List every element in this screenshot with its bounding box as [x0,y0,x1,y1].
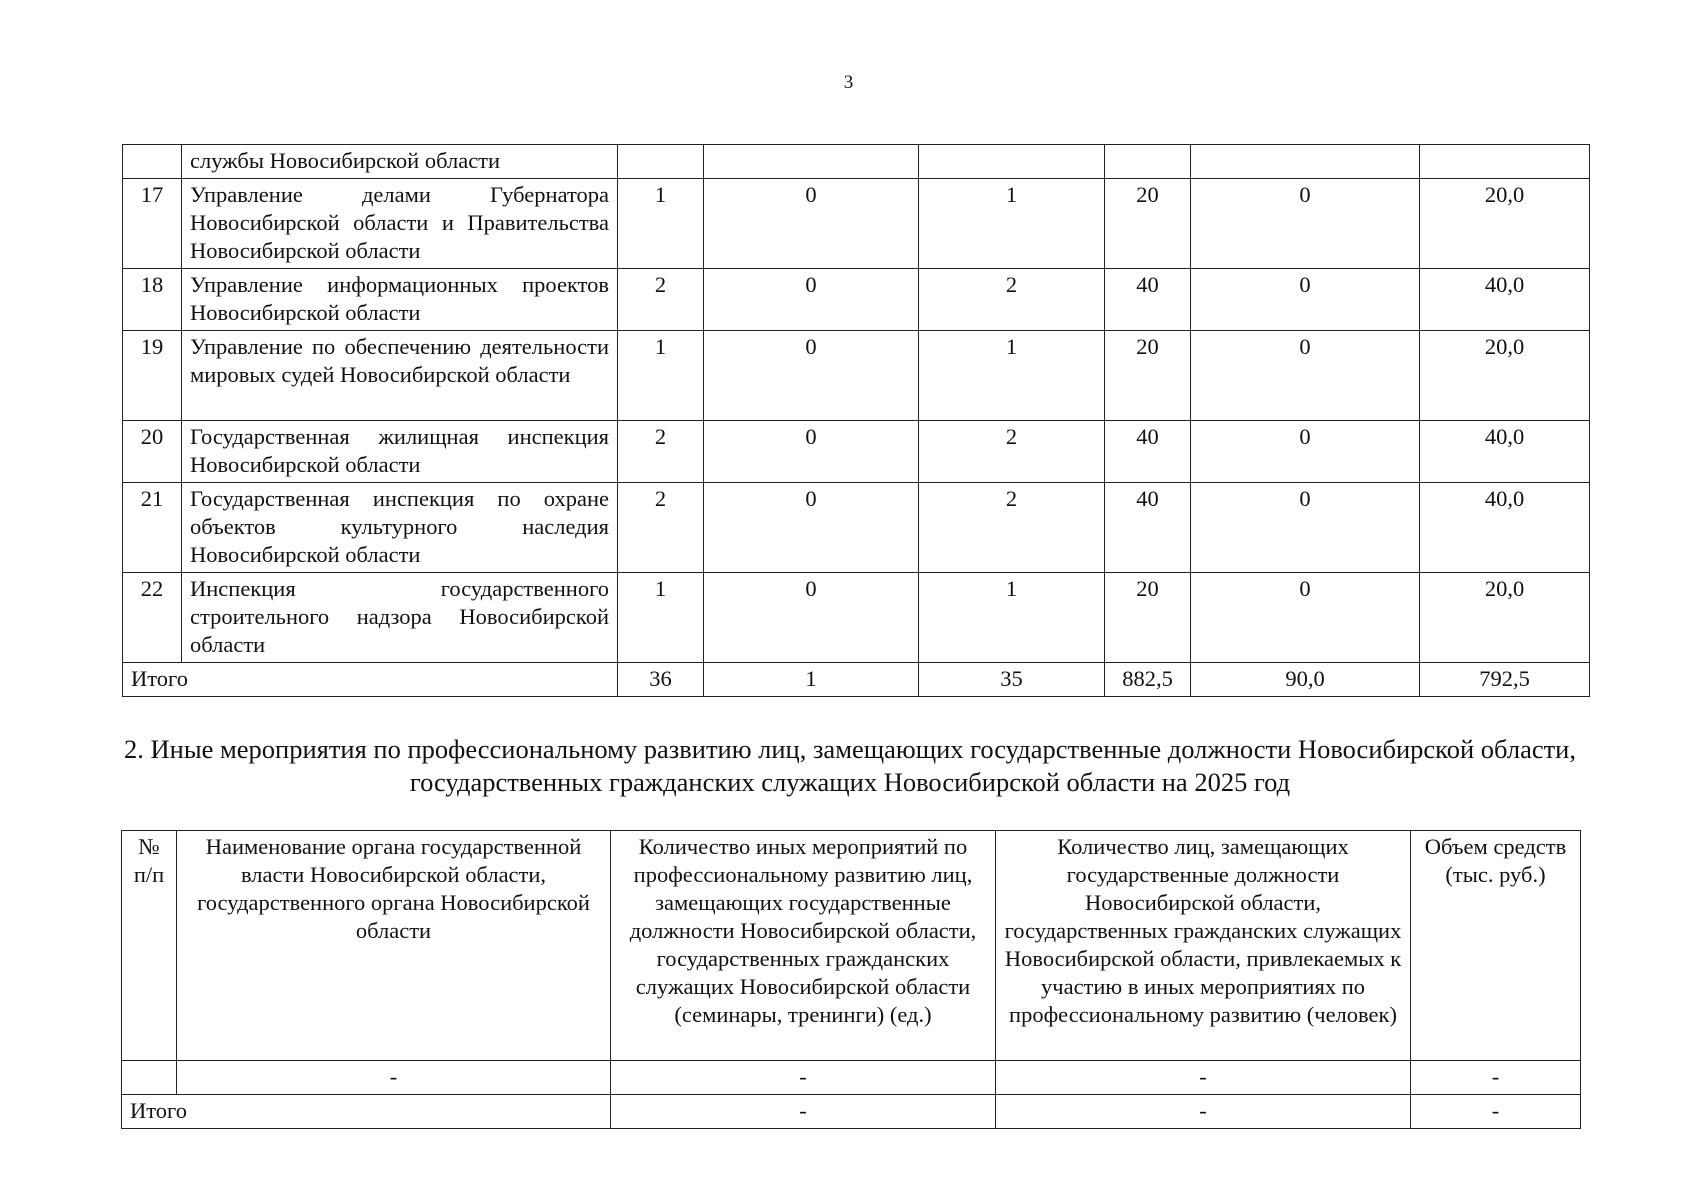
total-events: - [611,1095,996,1129]
table-row [123,179,1590,269]
row-number: 18 [123,269,182,331]
value-cell: 20,0 [1420,179,1590,269]
organization-name: Государственная инспекция по охране объектов культурного наследия Новосибирской области [182,483,618,573]
table-header-row [122,831,1581,1061]
value-cell: 40 [1105,269,1191,331]
persons-count: - [996,1061,1411,1095]
value-cell: 0 [704,421,919,483]
total-label: Итого [122,1095,611,1129]
header-funds: Объем средств (тыс. руб.) [1411,831,1581,1061]
value-cell: 0 [1191,573,1420,663]
value-cell: 0 [1191,269,1420,331]
value-cell [1191,145,1420,179]
table-row [123,331,1590,421]
value-cell: 40,0 [1420,483,1590,573]
table-row [123,145,1590,179]
value-cell: 2 [919,483,1105,573]
value-cell: 2 [919,269,1105,331]
value-cell: 1 [618,573,704,663]
table-other-events [121,830,1581,1129]
events-count: - [611,1061,996,1095]
value-cell: 0 [1191,483,1420,573]
organization-name: Управление делами Губернатора Новосибирской области и Правительства Новосибирской области [182,179,618,269]
organization-name: Управление информационных проектов Новосибирской области [182,269,618,331]
table-row [123,269,1590,331]
value-cell [1420,145,1590,179]
table-civil-service-training [122,144,1590,697]
value-cell: 1 [919,179,1105,269]
row-number: 21 [123,483,182,573]
value-cell: 20,0 [1420,573,1590,663]
row-number: 20 [123,421,182,483]
table-row [123,483,1590,573]
header-organization: Наименование органа государственной власти Новосибирской области, государственного органа Новосибирской области [177,831,611,1061]
header-events-count: Количество иных мероприятий по профессиональному развитию лиц, замещающих государственные должности Новосибирской области, государственных гражданских служащих Новосибирской области (семинары, тренинги) (ед.) [611,831,996,1061]
header-number: № п/п [122,831,177,1061]
value-cell: 2 [618,269,704,331]
total-label: Итого [123,663,618,697]
row-number [122,1061,177,1095]
page-number: 3 [843,72,854,93]
table-row [123,421,1590,483]
total-persons: - [996,1095,1411,1129]
value-cell: 20 [1105,573,1191,663]
value-cell: 1 [618,331,704,421]
section-title: 2. Иные мероприятия по профессиональному развитию лиц, замещающих государственные должности Новосибирской области, государственных гражданских служащих Новосибирской области на 2025 год [124,734,1576,797]
organization-name: - [177,1061,611,1095]
value-cell: 0 [704,483,919,573]
value-cell: 40,0 [1420,269,1590,331]
row-number: 22 [123,573,182,663]
total-row [122,1095,1581,1129]
value-cell: 0 [1191,421,1420,483]
value-cell [919,145,1105,179]
total-value: 1 [704,663,919,697]
total-value: 36 [618,663,704,697]
value-cell: 0 [704,573,919,663]
value-cell: 0 [704,179,919,269]
value-cell: 20 [1105,179,1191,269]
value-cell: 20,0 [1420,331,1590,421]
value-cell: 20 [1105,331,1191,421]
value-cell: 0 [704,269,919,331]
table-row [123,573,1590,663]
total-value: 882,5 [1105,663,1191,697]
value-cell: 40 [1105,483,1191,573]
value-cell [618,145,704,179]
value-cell: 40,0 [1420,421,1590,483]
total-value: 35 [919,663,1105,697]
value-cell: 2 [919,421,1105,483]
value-cell: 0 [704,331,919,421]
funds-value: - [1411,1061,1581,1095]
table-row [122,1061,1581,1095]
row-number: 19 [123,331,182,421]
total-value: 90,0 [1191,663,1420,697]
total-row [123,663,1590,697]
value-cell: 1 [618,179,704,269]
header-persons-count: Количество лиц, замещающих государственные должности Новосибирской области, государственных гражданских служащих Новосибирской области, привлекаемых к участию в иных мероприятиях по профессиональному развитию (человек) [996,831,1411,1061]
value-cell [704,145,919,179]
total-funds: - [1411,1095,1581,1129]
row-number: 17 [123,179,182,269]
organization-name: Управление по обеспечению деятельности мировых судей Новосибирской области [182,331,618,421]
organization-name: Государственная жилищная инспекция Новосибирской области [182,421,618,483]
value-cell: 0 [1191,331,1420,421]
value-cell: 2 [618,483,704,573]
value-cell: 1 [919,573,1105,663]
organization-name: Инспекция государственного строительного надзора Новосибирской области [182,573,618,663]
total-value: 792,5 [1420,663,1590,697]
value-cell: 0 [1191,179,1420,269]
value-cell [1105,145,1191,179]
value-cell: 2 [618,421,704,483]
row-number [123,145,182,179]
value-cell: 40 [1105,421,1191,483]
organization-name: службы Новосибирской области [182,145,618,179]
value-cell: 1 [919,331,1105,421]
